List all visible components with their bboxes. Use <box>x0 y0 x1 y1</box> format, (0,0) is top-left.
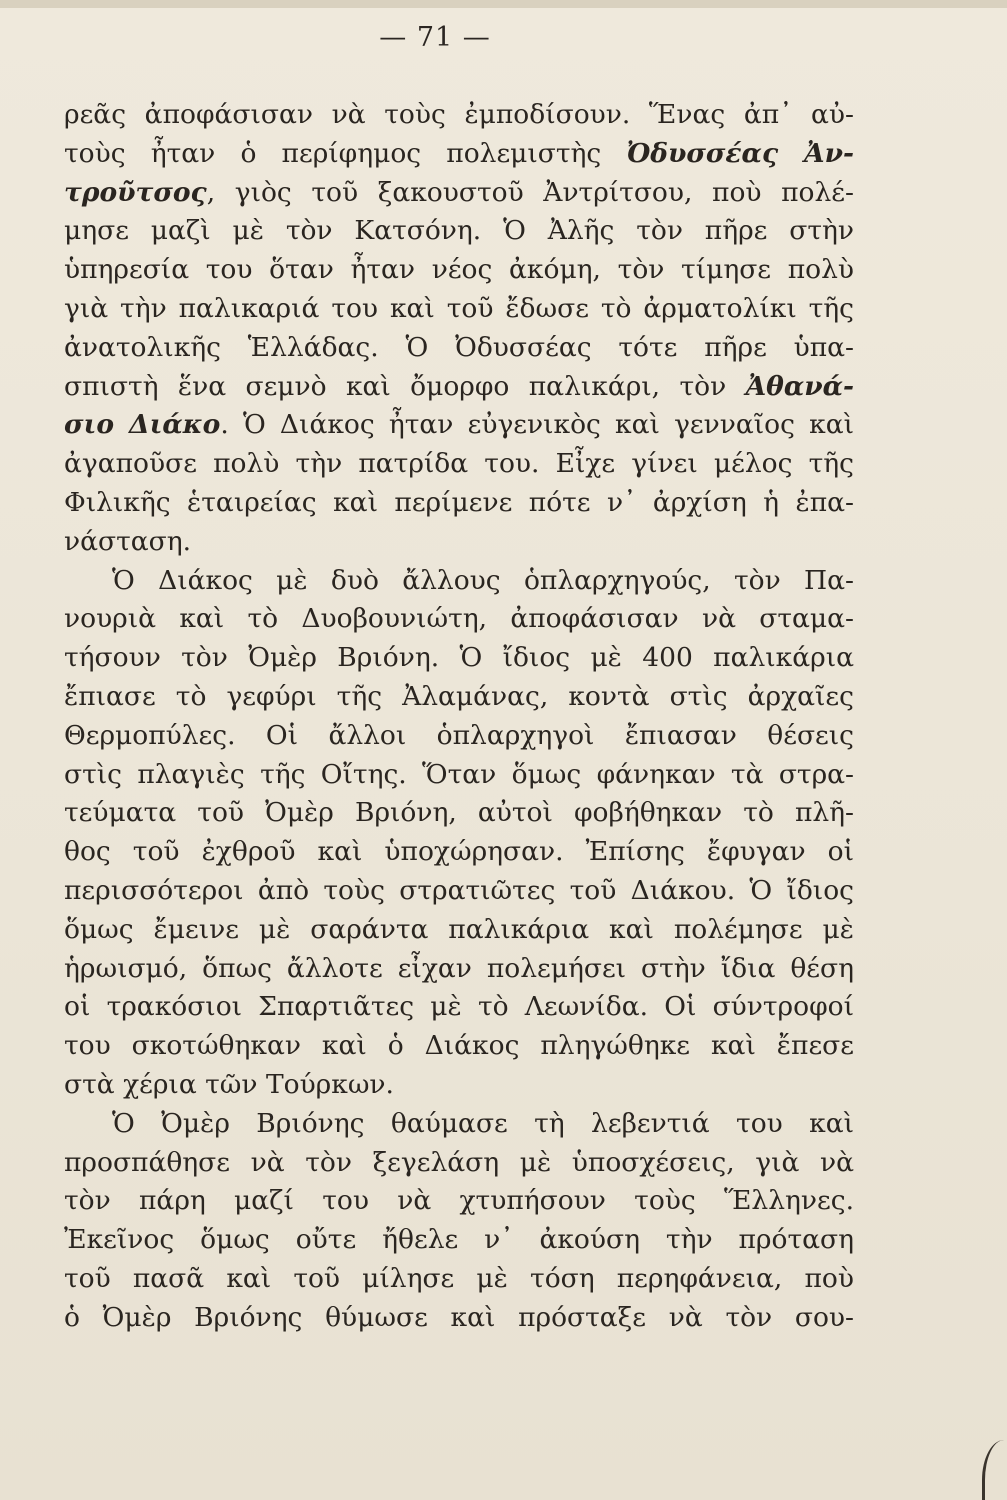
text-line: νάσταση. <box>64 525 192 557</box>
text-line: ἡρωισμό, ὅπως ἄλλοτε εἶχαν πολεμήσει στὴν ἴδια θέση <box>64 952 854 984</box>
text-line: Θερμοπύλες. Οἱ ἄλλοι ὁπλαρχηγοὶ ἔπιασαν θέσεις <box>64 719 854 751</box>
text-line: νουριὰ καὶ τὸ Δυοβουνιώτη, ἀποφάσισαν νὰ σταμα- <box>64 603 854 635</box>
text-line: ρεᾶς ἀποφάσισαν νὰ τοὺς ἐμποδίσουν. Ἕνας ἀπ᾿ αὐ- <box>64 99 854 130</box>
name-odysseas: Ὀδυσσέας Ἀν- <box>626 137 854 169</box>
text-line: τοὺς ἦταν ὁ περίφημος πολεμιστὴς Ὀδυσσέας Ἀν- <box>64 137 854 169</box>
text-line: περισσότεροι ἀπὸ τοὺς στρατιῶτες τοῦ Διάκου. Ὁ ἴδιος <box>64 874 854 906</box>
name-diakos: σιο Διάκο <box>64 409 221 441</box>
text-line: στὰ χέρια τῶν Τούρκων. <box>64 1068 394 1100</box>
name-athanasios: Ἀθανά- <box>745 370 854 402</box>
text-line: Ὁ Διάκος μὲ δυὸ ἄλλους ὁπλαρχηγούς, τὸν Πα- <box>112 564 854 596</box>
text-line: μησε μαζὶ μὲ τὸν Κατσόνη. Ὁ Ἀλῆς τὸν πῆρε στὴν <box>64 215 854 247</box>
text-line: ἀνατολικῆς Ἑλλάδας. Ὁ Ὀδυσσέας τότε πῆρε ὑπα- <box>64 331 854 363</box>
text-line: του σκοτώθηκαν καὶ ὁ Διάκος πληγώθηκε καὶ ἔπεσε <box>64 1030 854 1062</box>
text-line: θος τοῦ ἐχθροῦ καὶ ὑποχώρησαν. Ἐπίσης ἔφυγαν οἱ <box>64 836 854 868</box>
text-line: σιο Διάκο. Ὁ Διάκος ἦταν εὐγενικὸς καὶ γενναῖος καὶ <box>64 409 854 441</box>
text-line: τροῦτσος, γιὸς τοῦ ξακουστοῦ Ἀντρίτσου, ποὺ πολέ- <box>64 176 854 208</box>
page-number: — 71 — <box>379 22 491 53</box>
text-line: γιὰ τὴν παλικαριά του καὶ τοῦ ἔδωσε τὸ ἀρματολίκι τῆς <box>64 292 854 324</box>
text-line: ὁ Ὀμὲρ Βριόνης θύμωσε καὶ πρόσταξε νὰ τὸν σου- <box>64 1301 854 1333</box>
page-corner-mark <box>982 1440 1007 1500</box>
text-line: Ἐκεῖνος ὅμως οὔτε ἤθελε ν᾿ ἀκούση τὴν πρόταση <box>64 1224 854 1256</box>
text-line: Ὁ Ὀμὲρ Βριόνης θαύμασε τὴ λεβεντιά του καὶ <box>112 1107 854 1139</box>
text-line: σπιστὴ ἕνα σεμνὸ καὶ ὄμορφο παλικάρι, τὸν Ἀθανά- <box>64 370 854 402</box>
name-androutsos: τροῦτσος <box>64 176 207 208</box>
text-line: ὑπηρεσία του ὅταν ἦταν νέος ἀκόμη, τὸν τίμησε πολὺ <box>64 254 854 286</box>
text-line: ἀγαποῦσε πολὺ τὴν πατρίδα του. Εἶχε γίνει μέλος τῆς <box>64 448 854 480</box>
page-top-edge <box>0 0 1007 8</box>
text-line: Φιλικῆς ἑταιρείας καὶ περίμενε πότε ν᾿ ἀρχίση ἡ ἐπα- <box>64 486 854 518</box>
body-text <box>64 96 854 1338</box>
text-line: στὶς πλαγιὲς τῆς Οἴτης. Ὅταν ὅμως φάνηκαν τὰ στρα- <box>64 758 854 790</box>
text-line: ἔπιασε τὸ γεφύρι τῆς Ἀλαμάνας, κοντὰ στὶς ἀρχαῖες <box>64 680 854 712</box>
text-line: τήσουν τὸν Ὀμὲρ Βριόνη. Ὁ ἴδιος μὲ 400 παλικάρια <box>64 642 854 674</box>
text-line: προσπάθησε νὰ τὸν ξεγελάση μὲ ὑποσχέσεις, γιὰ νὰ <box>64 1146 854 1178</box>
text-line: ὅμως ἔμεινε μὲ σαράντα παλικάρια καὶ πολέμησε μὲ <box>64 913 854 945</box>
text-line: τεύματα τοῦ Ὀμὲρ Βριόνη, αὐτοὶ φοβήθηκαν τὸ πλῆ- <box>64 797 854 829</box>
text-line: τὸν πάρη μαζί του νὰ χτυπήσουν τοὺς Ἕλληνες. <box>64 1185 854 1217</box>
text-line: οἱ τρακόσιοι Σπαρτιᾶτες μὲ τὸ Λεωνίδα. Οἱ σύντροφοί <box>64 991 854 1023</box>
text-line: τοῦ πασᾶ καὶ τοῦ μίλησε μὲ τόση περηφάνεια, ποὺ <box>64 1262 854 1294</box>
